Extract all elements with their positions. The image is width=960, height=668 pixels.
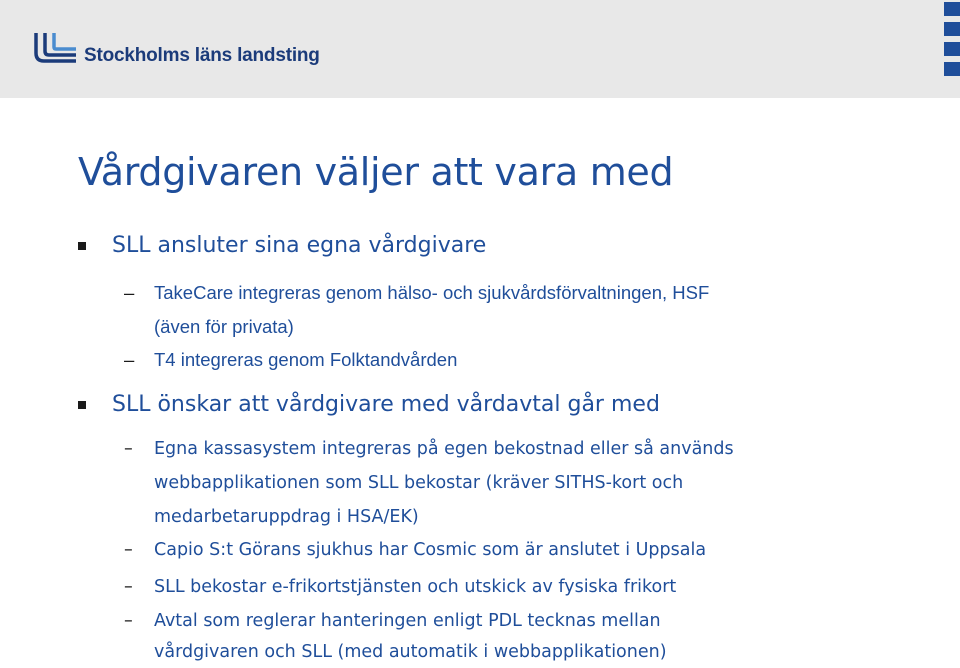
- slide-header: [0, 0, 960, 98]
- sub-bullet-line: TakeCare integreras genom hälso- och sjukvårdsförvaltningen, HSF: [154, 282, 710, 303]
- dash-icon: –: [124, 282, 135, 303]
- bullet-1-text: SLL ansluter sina egna vårdgivare: [112, 233, 487, 258]
- sub-bullet-1-2: [124, 343, 884, 377]
- logo-text: Stockholms läns landsting: [84, 45, 320, 66]
- sll-logo-mark-icon: [32, 31, 78, 67]
- dash-icon: –: [124, 540, 133, 560]
- dash-icon: –: [124, 349, 135, 370]
- slide-title: Vårdgivaren väljer att vara med: [78, 150, 674, 194]
- sub-bullet-line: SLL bekostar e-frikortstjänsten och utskick av fysiska frikort: [154, 577, 677, 597]
- sub-bullet-2-3: [124, 570, 884, 604]
- sub-bullet-line: Egna kassasystem integreras på egen bekostnad eller så används: [154, 439, 734, 459]
- dash-icon: –: [124, 577, 133, 597]
- sub-bullet-line: webbapplikationen som SLL bekostar (kräver SITHS-kort och: [154, 473, 684, 493]
- sub-bullet-2-4: [124, 606, 884, 668]
- bullet-2: [78, 392, 660, 417]
- sub-bullet-line: medarbetaruppdrag i HSA/EK): [154, 507, 419, 527]
- sub-bullet-line: Avtal som reglerar hanteringen enligt PDL tecknas mellan: [154, 611, 661, 631]
- sub-bullet-2-2: [124, 533, 884, 567]
- bullet-2-text: SLL önskar att vårdgivare med vårdavtal går med: [112, 392, 660, 417]
- bullet-square-icon: [78, 242, 86, 250]
- bullet-square-icon: [78, 401, 86, 409]
- sub-bullet-line: T4 integreras genom Folktandvården: [154, 349, 458, 370]
- bullet-1: [78, 233, 486, 258]
- sub-bullet-2-1: [124, 432, 884, 534]
- sub-bullet-1-1: [124, 276, 884, 344]
- sub-bullet-line: Capio S:t Görans sjukhus har Cosmic som är anslutet i Uppsala: [154, 540, 707, 560]
- decorative-squares: [944, 0, 960, 98]
- dash-icon: –: [124, 611, 133, 631]
- sll-logo: [32, 31, 320, 67]
- sub-bullet-line: (även för privata): [154, 316, 294, 337]
- sub-bullet-line: vårdgivaren och SLL (med automatik i webbapplikationen): [154, 642, 667, 662]
- dash-icon: –: [124, 439, 133, 459]
